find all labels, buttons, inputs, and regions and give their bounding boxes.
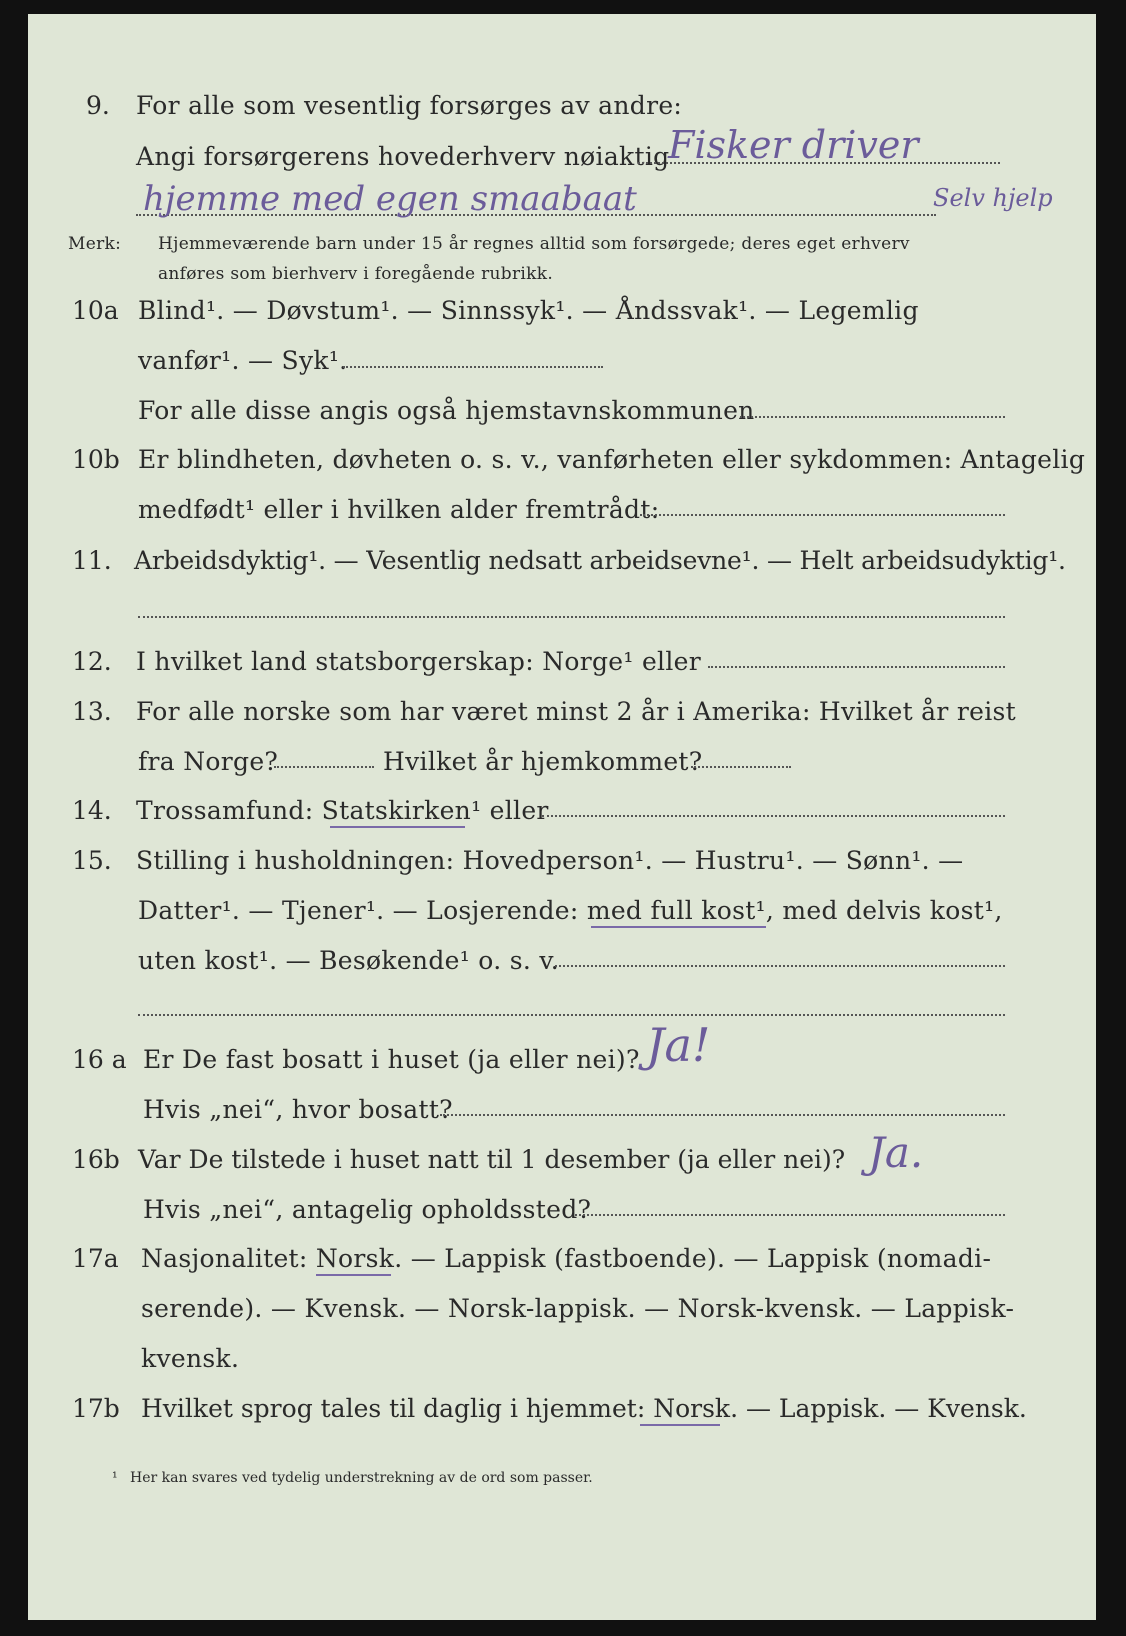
q11-answer-line: [138, 616, 1005, 618]
q13-answer-line2: [691, 766, 791, 768]
q12-line1: I hvilket land statsborgerskap: Norge¹ eller: [136, 647, 701, 676]
q16a-answer-line: [440, 1114, 1005, 1116]
q17a-underline-norsk: [316, 1274, 391, 1276]
q13-line2a: fra Norge?: [138, 747, 279, 776]
q9-handwritten-answer3: Selv hjelp: [933, 184, 1053, 212]
q13-line1: For alle norske som har været minst 2 år i Amerika: Hvilket år reist: [136, 697, 1017, 726]
q10a-answer-line2: [740, 416, 1005, 418]
q17b-underline-norsk: [640, 1424, 720, 1426]
q12-answer-line: [708, 666, 1005, 668]
q17a-line1: Nasjonalitet: Norsk. — Lappisk (fastboende). — Lappisk (nomadi-: [141, 1244, 992, 1273]
census-form-page: [28, 14, 1096, 1620]
q15-answer-line: [555, 965, 1005, 967]
merk-line2: anføres som bierhverv i foregående rubrikk.: [158, 264, 554, 284]
q10a-line3: For alle disse angis også hjemstavnskommunen: [138, 396, 755, 425]
q10b-number: 10b: [72, 445, 120, 474]
q17a-line2: serende). — Kvensk. — Norsk-lappisk. — Norsk-kvensk. — Lappisk-: [141, 1294, 1015, 1323]
q10a-line1: Blind¹. — Døvstum¹. — Sinnssyk¹. — Åndssvak¹. — Legemlig: [138, 296, 919, 325]
q16a-line2: Hvis „nei“, hvor bosatt?: [143, 1095, 453, 1124]
q17a-line3: kvensk.: [141, 1344, 240, 1373]
q16b-number: 16b: [72, 1145, 120, 1174]
q15-answer-line2: [138, 1014, 1005, 1016]
q10b-line2: medfødt¹ eller i hvilken alder fremtrådt:: [138, 495, 660, 524]
q10a-line2: vanfør¹. — Syk¹.: [138, 346, 348, 375]
q17b-number: 17b: [72, 1394, 120, 1423]
q15-line2: Datter¹. — Tjener¹. — Losjerende: med full kost¹, med delvis kost¹,: [138, 896, 1003, 925]
q15-line3: uten kost¹. — Besøkende¹ o. s. v.: [138, 946, 560, 975]
q16b-line1: Var De tilstede i huset natt til 1 desember (ja eller nei)?: [138, 1145, 846, 1174]
q15-number: 15.: [72, 846, 112, 875]
q16b-answer-line: [575, 1214, 1005, 1216]
q9-handwritten-answer1: Fisker driver: [668, 123, 919, 167]
q16a-line1: Er De fast bosatt i huset (ja eller nei)?: [143, 1045, 640, 1074]
q17b-line1: Hvilket sprog tales til daglig i hjemmet: Norsk. — Lappisk. — Kvensk.: [141, 1394, 1027, 1423]
q10a-number: 10a: [72, 296, 119, 325]
q14-answer-line: [542, 815, 1005, 817]
merk-label: Merk:: [68, 234, 122, 254]
q9-line2: Angi forsørgerens hovederhverv nøiaktig: [136, 142, 670, 171]
q16b-line2: Hvis „nei“, antagelig opholdssted?: [143, 1195, 592, 1224]
q14-underline-statskirken: [330, 826, 465, 828]
footnote-mark: ¹: [112, 1470, 118, 1486]
q15-underline-med-full-kost: [591, 926, 766, 928]
q15-line1: Stilling i husholdningen: Hovedperson¹. — Hustru¹. — Sønn¹. —: [136, 846, 964, 875]
q14-line1: Trossamfund: Statskirken¹ eller: [136, 796, 549, 825]
footnote-text: Her kan svares ved tydelig understrekning av de ord som passer.: [130, 1470, 593, 1486]
q9-line1: For alle som vesentlig forsørges av andre:: [136, 91, 683, 120]
q16b-handwritten-answer: Ja.: [868, 1128, 924, 1177]
q16a-handwritten-answer: Ja!: [646, 1018, 711, 1072]
q13-number: 13.: [72, 697, 112, 726]
q10a-answer-line: [343, 366, 603, 368]
q11-line1: Arbeidsdyktig¹. — Vesentlig nedsatt arbeidsevne¹. — Helt arbeidsudyktig¹.: [134, 546, 1066, 575]
q10b-line1: Er blindheten, døvheten o. s. v., vanførheten eller sykdommen: Antagelig: [138, 445, 1086, 474]
q10b-answer-line: [640, 514, 1005, 516]
q13-line2b: Hvilket år hjemkommet?: [383, 747, 703, 776]
q14-number: 14.: [72, 796, 112, 825]
merk-line1: Hjemmeværende barn under 15 år regnes alltid som forsørgede; deres eget erhverv: [158, 234, 910, 254]
q9-number: 9.: [86, 91, 110, 120]
q9-handwritten-answer2: hjemme med egen smaabaat: [143, 179, 637, 219]
q17a-number: 17a: [72, 1244, 119, 1273]
q16a-number: 16 a: [72, 1045, 127, 1074]
q11-number: 11.: [72, 546, 112, 575]
q13-answer-line1: [274, 766, 374, 768]
q12-number: 12.: [72, 647, 112, 676]
